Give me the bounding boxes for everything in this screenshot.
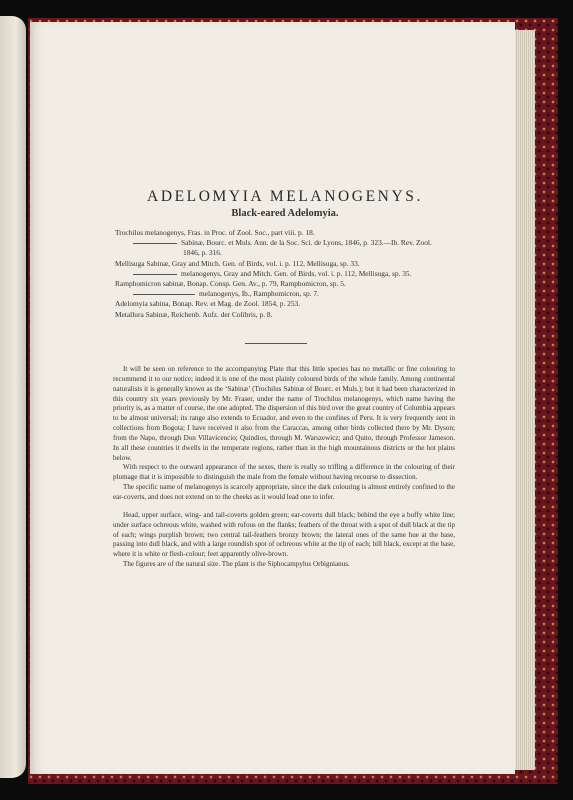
paragraph: It will be seen on reference to the accompanying Plate that this little species has no metallic or fine colouring to recommend it to our notice; indeed it is one of the most plainly coloured birds of the whole family. Among continental naturalists it is generally known as the ‘Sabinæ’ (Trochilus Sabinæ of Bourc. et Muls.); but it had been characterized in this country six years previously by Mr. Fraser, under the name of Trochilus melanogenys, which name having the priority is, as a matter of course, the one adopted. The dispersion of this bird over the great country of Columbia appears to be almost universal; its range also extends to Ecuador, and even to the confines of Peru. It is very frequently sent in collections from Bogota; I have received it also from the Caraccas, among other birds collected there by Mr. Dyson; from the Napo, through Don Villavicencio; Quindios, through M. Warszewicz; and Quito, through Professor Jameson. In all these countries it dwells in the temperate regions, rather than in the high mountainous districts or the hot plains below. — [113, 365, 455, 462]
paragraph: Head, upper surface, wing- and tail-coverts golden green; ear-coverts dull black; behind the eye a buffy white line; under surface ochreous white, washed with rufous on the flanks; feathers of the throat with a spot of dull black at the tip of each; wings purplish brown; two central tail-feathers bronzy brown; the lateral ones of the same hue at the base, passing into dull black, and with a large roundish spot of ochreous white at the tip of each; bill black, except at the base, where it is white or flesh-colour; feet apparently olive-brown. — [113, 510, 455, 559]
page-edges — [515, 30, 535, 770]
synonymy-line: Mellisuga Sabinæ, Gray and Mitch. Gen. of Birds, vol. i. p. 112, Mellisuga, sp. 33. — [115, 258, 360, 268]
synonymy-line: Ramphomicron sabinæ, Bonap. Consp. Gen. Av., p. 79, Ramphomicron, sp. 5. — [115, 279, 346, 289]
synonymy-line: Trochilus melanogenys, Fras. in Proc. of Zool. Soc., part viii. p. 18. — [115, 228, 315, 237]
section-divider — [245, 343, 307, 344]
description-text — [113, 365, 455, 570]
synonymy-line: Sabinæ, Bourc. et Muls. Ann. de la Soc. Sci. de Lyons, 1846, p. 323.—Ib. Rev. Zool. — [115, 238, 435, 248]
synonymy-list — [115, 228, 435, 320]
synonymy-line: Adelomyia sabina, Bonap. Rev. et Mag. de Zool. 1854, p. 253. — [115, 299, 301, 309]
paragraph: The specific name of melanogenys is scarcely appropriate, since the dark colouring is almost entirely confined to the ear-coverts, and does not extend on to the cheeks as it would lead one to infer. — [113, 483, 455, 501]
ditto-dash — [133, 294, 195, 295]
synonymy-line: 1846, p. 316. — [183, 248, 222, 258]
synonymy-line: Metallura Sabinæ, Reichenb. Aufz. der Colibris, p. 8. — [115, 309, 273, 319]
ditto-dash — [133, 243, 177, 244]
paragraph: With respect to the outward appearance of the sexes, there is really so trifling a difference in the colouring of their plumage that it is impossible to distinguish the male from the female without having recourse to dissection. — [113, 463, 455, 482]
page-title: ADELOMYIA MELANOGENYS. — [147, 188, 423, 205]
synonymy-line: melanogenys, Ib., Ramphomicron, sp. 7. — [115, 289, 435, 299]
page-subtitle: Black-eared Adelomyia. — [231, 208, 339, 219]
ditto-dash — [133, 274, 177, 275]
synonymy-line: melanogenys, Gray and Mitch. Gen. of Birds, vol. i. p. 112, Mellisuga, sp. 35. — [115, 269, 435, 279]
paragraph: The figures are of the natural size. The plant is the Siphocampylus Orbignianus. — [123, 560, 350, 569]
facing-page-edge — [0, 16, 26, 778]
